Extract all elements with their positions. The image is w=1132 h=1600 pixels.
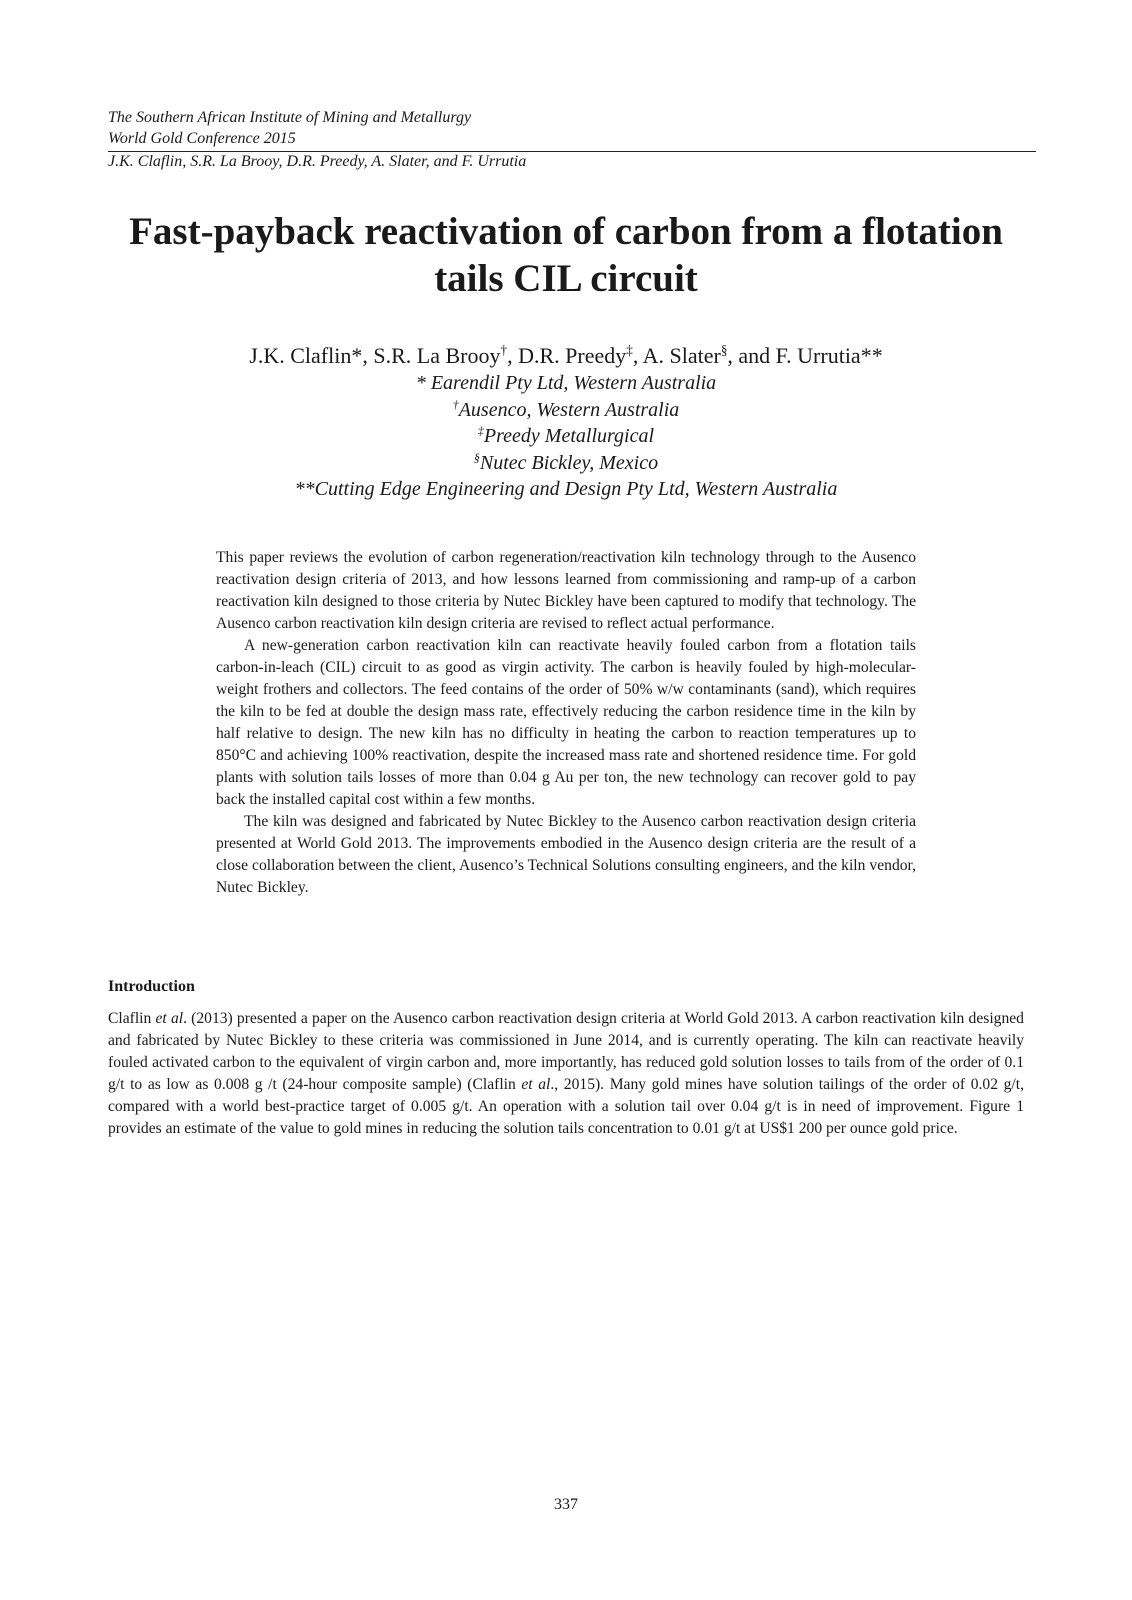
affiliation-preedy <box>60 423 1072 450</box>
intro-text: . (2013) presented a paper on the Ausenco carbon reactivation design criteria at World Gold 2013. A carbon reactivation kiln designed and fabricated by Nutec Bickley to these criteria was commissioned in June 2014, and is currently operating. The kiln can reactivate heavily fouled activated carbon to the equivalent of virgin carbon and, more importantly, has reduced gold solution losses to tails from of the order of 0.1 g/t to as low as 0.008 g /t (24-hour composite sample) (Claflin <box>108 1010 1024 1093</box>
affiliation-mark: § <box>473 449 480 464</box>
affiliation-text: * Earendil Pty Ltd, Western Australia <box>415 372 717 394</box>
intro-text: Claflin <box>108 1010 156 1027</box>
author-separator: , <box>727 343 739 368</box>
affiliation-nutec <box>60 450 1072 477</box>
author-claflin: J.K. Claflin* <box>249 343 363 368</box>
paper-title-line-1: Fast-payback reactivation of carbon from a flotation <box>129 210 1003 253</box>
author-urrutia: and F. Urrutia** <box>738 343 883 368</box>
affiliation-cutting-edge <box>60 476 1072 503</box>
abstract-paragraph-3: The kiln was designed and fabricated by Nutec Bickley to the Ausenco carbon reactivation design criteria presented at World Gold 2013. The improvements embodied in the Ausenco design criteria are the result of a close collaboration between the client, Ausenco’s Technical Solutions consulting engineers, and the kiln vendor, Nutec Bickley. <box>216 813 916 896</box>
paper-title-line-2: tails CIL circuit <box>434 257 698 300</box>
header-conference: World Gold Conference 2015 <box>108 130 296 147</box>
section-heading-introduction: Introduction <box>108 978 195 995</box>
abstract-paragraph-1: This paper reviews the evolution of carbon regeneration/reactivation kiln technology through to the Ausenco reactivation design criteria of 2013, and how lessons learned from commissioning and ramp-up of a carbon reactivation kiln designed to those criteria by Nutec Bickley have been captured to modify that technology. The Ausenco carbon reactivation kiln design criteria are revised to reflect actual performance. <box>216 549 916 632</box>
affiliation-mark: † <box>452 396 459 411</box>
abstract-paragraph-2: A new-generation carbon reactivation kiln can reactivate heavily fouled carbon from a flotation tails carbon-in-leach (CIL) circuit to as good as virgin activity. The carbon is heavily fouled by high-molecular-weight frothers and collectors. The feed contains of the order of 50% w/w contaminants (sand), which requires the kiln to be fed at double the design mass rate, effectively reducing the carbon residence time in the kiln by half relative to design. The new kiln has no difficulty in heating the carbon to reaction temperatures up to 850°C and achieving 100% reactivation, despite the increased mass rate and shortened residence time. For gold plants with solution tails losses of more than 0.04 g Au per ton, the new technology can recover gold to pay back the installed capital cost within a few months. <box>216 637 916 808</box>
paper-title <box>60 208 1072 302</box>
page-number: 337 <box>554 1496 578 1513</box>
affiliation-mark: † <box>500 342 508 358</box>
affiliation-text: Nutec Bickley, Mexico <box>479 451 659 474</box>
header-institute: The Southern African Institute of Mining and Metallurgy <box>108 109 472 126</box>
author-labrooy: S.R. La Brooy <box>373 343 501 368</box>
author-separator: , <box>362 343 374 368</box>
header-authors: J.K. Claflin, S.R. La Brooy, D.R. Preedy, A. Slater, and F. Urrutia <box>108 153 527 170</box>
intro-et-al: et al <box>155 1010 184 1027</box>
author-separator: , <box>507 343 519 368</box>
intro-et-al: et al <box>521 1076 551 1093</box>
running-header <box>108 107 1036 172</box>
header-divider <box>108 151 1036 152</box>
affiliation-text: Preedy Metallurgical <box>483 425 655 447</box>
introduction-paragraph <box>108 1008 1024 1140</box>
affiliation-ausenco <box>60 397 1072 424</box>
author-separator: , <box>632 343 643 368</box>
author-list <box>60 342 1072 370</box>
affiliation-text: **Cutting Edge Engineering and Design Pty Ltd, Western Australia <box>294 478 838 500</box>
affiliation-earendil <box>60 370 1072 397</box>
author-preedy: D.R. Preedy <box>518 343 627 368</box>
affiliation-text: Ausenco, Western Australia <box>458 398 680 421</box>
abstract <box>216 547 916 899</box>
author-slater: A. Slater <box>642 343 721 368</box>
intro-text: ., 2015). Many gold mines have solution tailings of the order of 0.02 g/t, compared with a world best-practice target of 0.005 g/t. An operation with a solution tail over 0.04 g/t is in need of improvement. Figure 1 provides an estimate of the value to gold mines in reducing the solution tails concentration to 0.01 g/t at US$1 200 per ounce gold price. <box>108 1076 1024 1137</box>
affiliation-mark: ‡ <box>626 342 633 358</box>
affiliation-mark: § <box>720 342 728 358</box>
affiliation-mark: ‡ <box>477 423 484 438</box>
affiliation-list <box>60 370 1072 503</box>
